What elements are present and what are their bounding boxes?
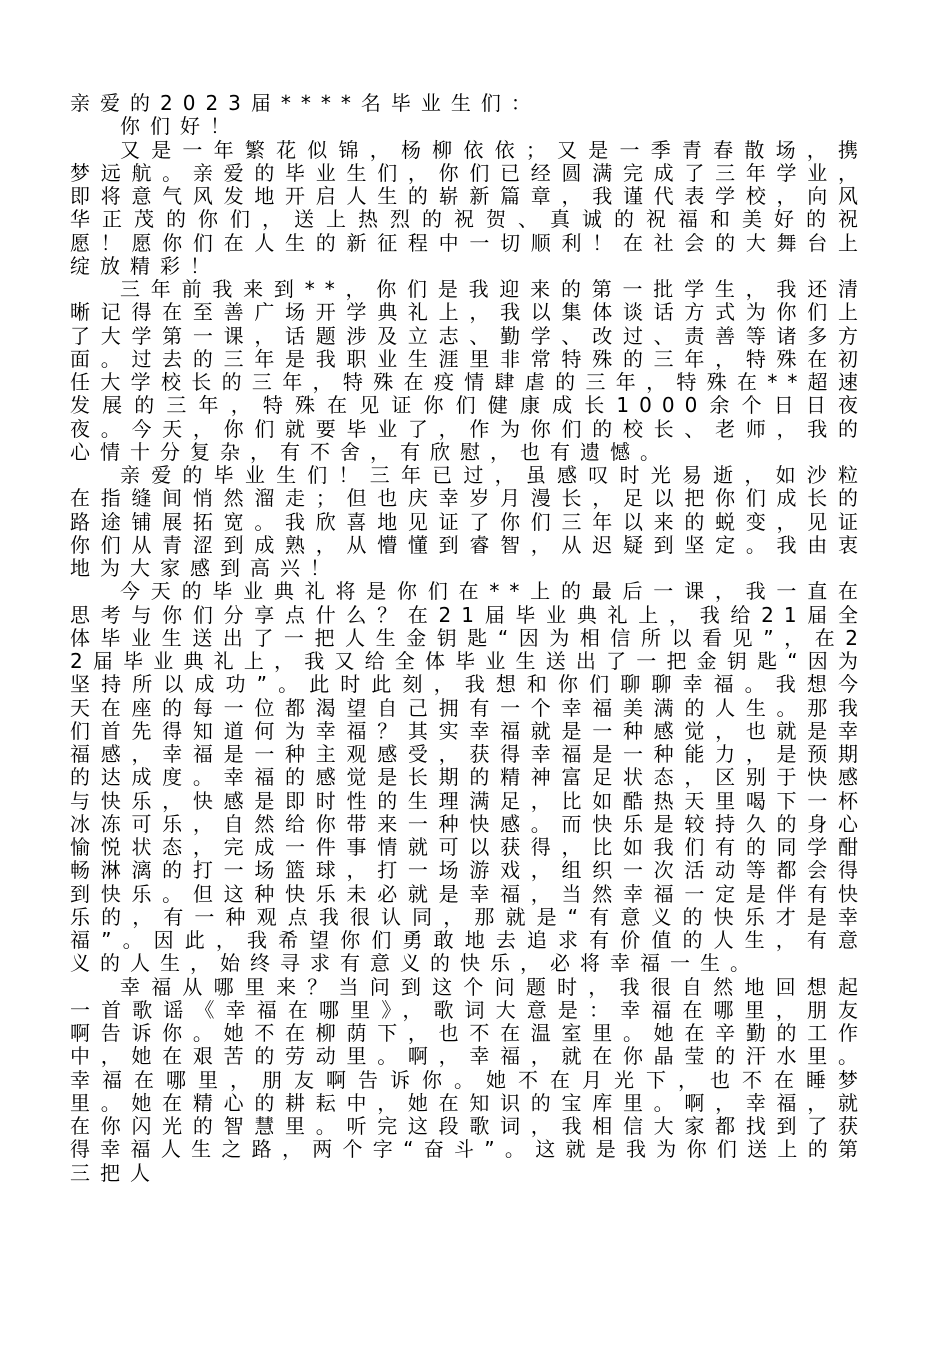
document-body [70,92,868,1185]
paragraph-2: 三年前我来到**，你们是我迎来的第一批学生，我还清晰记得在至善广场开学典礼上，我以集体谈话方式为你们上了大学第一课，话题涉及立志、勤学、改过、责善等诸多方面。过去的三年是我职业生涯里非常特殊的三年，特殊在初任大学校长的三年，特殊在疫情肆虐的三年，特殊在**超速发展的三年，特殊在见证你们健康成长1000余个日日夜夜。今天，你们就要毕业了，作为你们的校长、老师，我的心情十分复杂，有不舍，有欣慰，也有遗憾。 [70,277,868,464]
greeting: 你们好！ [120,114,240,139]
paragraph-4: 今天的毕业典礼将是你们在**上的最后一课，我一直在思考与你们分享点什么？在21届毕业典礼上，我给21届全体毕业生送出了一把人生金钥匙“因为相信所以看见”，在22届毕业典礼上，我又给全体毕业生送出了一把金钥匙“因为坚持所以成功”。此时此刻，我想和你们聊聊幸福。我想今天在座的每一位都渴望自己拥有一个幸福美满的人生。那我们首先得知道何为幸福？其实幸福就是一种感觉，也就是幸福感，幸福是一种主观感受，获得幸福是一种能力，是预期的达成度。幸福的感觉是长期的精神富足状态，区别于快感与快乐，快感是即时性的生理满足，比如酷热天里喝下一杯冰冻可乐，自然给你带来一种快感。而快乐是较持久的身心愉悦状态，完成一件事情就可以获得，比如我们有的同学酣畅淋漓的打一场篮球，打一场游戏，组织一次活动等都会得到快乐。但这种快乐未必就是幸福，当然幸福一定是伴有快乐的，有一种观点我很认同，那就是“有意义的快乐才是幸福”。因此，我希望你们勇敢地去追求有价值的人生，有意义的人生，始终寻求有意义的快乐，必将幸福一生。 [70,579,868,976]
paragraph-3: 亲爱的毕业生们！三年已过，虽感叹时光易逝，如沙粒在指缝间悄然溜走；但也庆幸岁月漫长，足以把你们成长的路途铺展拓宽。我欣喜地见证了你们三年以来的蜕变，见证你们从青涩到成熟，从懵懂到睿智，从迟疑到坚定。我由衷地为大家感到高兴！ [70,463,868,580]
paragraph-1: 又是一年繁花似锦，杨柳依依；又是一季青春散场，携梦远航。亲爱的毕业生们，你们已经圆满完成了三年学业，即将意气风发地开启人生的崭新篇章，我谨代表学校，向风华正茂的你们，送上热烈的祝贺、真诚的祝福和美好的祝愿！愿你们在人生的新征程中一切顺利！在社会的大舞台上绽放精彩！ [70,137,868,278]
paragraph-5: 幸福从哪里来？当问到这个问题时，我很自然地回想起一首歌谣《幸福在哪里》，歌词大意是：幸福在哪里，朋友啊告诉你。她不在柳荫下，也不在温室里。她在辛勤的工作中，她在艰苦的劳动里。啊，幸福，就在你晶莹的汗水里。幸福在哪里，朋友啊告诉你。她不在月光下，也不在睡梦里。她在精心的耕耘中，她在知识的宝库里。啊，幸福，就在你闪光的智慧里。听完这段歌词，我相信大家都找到了获得幸福人生之路，两个字“奋斗”。这就是我为你们送上的第三把人 [70,974,868,1185]
salutation: 亲爱的2023届****名毕业生们： [70,91,541,115]
